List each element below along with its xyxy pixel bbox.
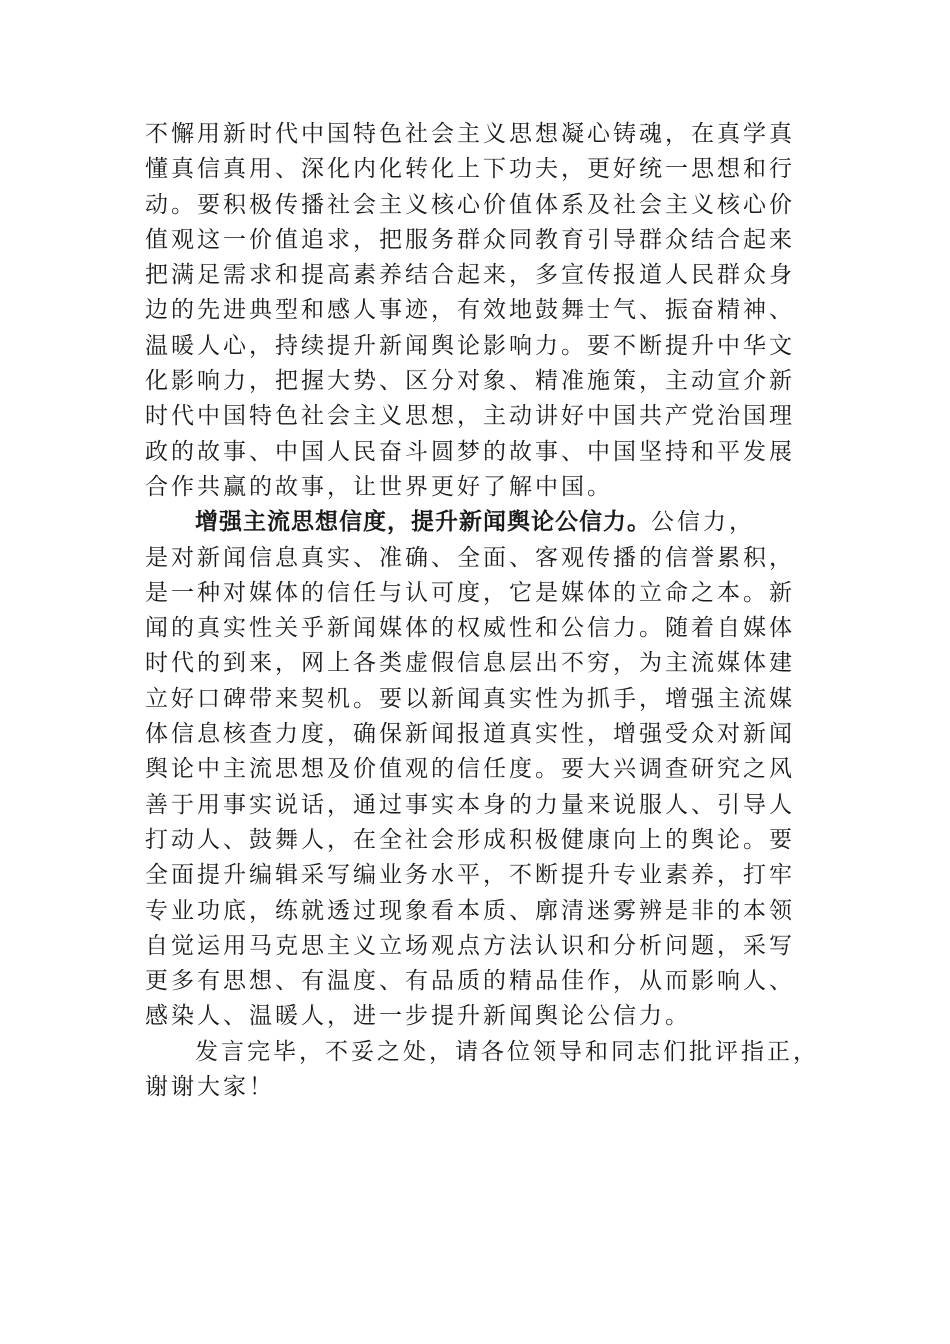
text-line: 自觉运用马克思主义立场观点方法认识和分析问题，采写 [145, 932, 795, 959]
text-line: 时代中国特色社会主义思想，主动讲好中国共产党治国理 [145, 403, 795, 430]
paragraph-2 [145, 505, 809, 1034]
paragraph-2-first-line [145, 505, 809, 540]
paragraph-1 [145, 117, 809, 505]
section-heading: 增强主流思想信度，提升新闻舆论公信力。 [195, 509, 651, 536]
text-line: 边的先进典型和感人事迹，有效地鼓舞士气、振奋精神、 [145, 297, 795, 324]
text-line: 不懈用新时代中国特色社会主义思想凝心铸魂，在真学真 [145, 121, 795, 147]
text-line: 谢谢大家！ [145, 1074, 275, 1101]
text-line: 感染人、温暖人，进一步提升新闻舆论公信力。 [145, 1003, 691, 1030]
text-line: 全面提升编辑采写编业务水平，不断提升专业素养，打牢 [145, 862, 795, 889]
text-line: 体信息核查力度，确保新闻报道真实性，增强受众对新闻 [145, 721, 795, 748]
text-line: 发言完毕，不妥之处，请各位领导和同志们批评指正， [195, 1038, 819, 1065]
text-line: 舆论中主流思想及价值观的信任度。要大兴调查研究之风 [145, 756, 795, 783]
text-line: 专业功底，练就透过现象看本质、廓清迷雾辨是非的本领 [145, 897, 795, 924]
text-line: 政的故事、中国人民奋斗圆梦的故事、中国坚持和平发展 [145, 438, 795, 465]
text-line: 闻的真实性关乎新闻媒体的权威性和公信力。随着自媒体 [145, 615, 795, 642]
text-line: 立好口碑带来契机。要以新闻真实性为抓手，增强主流媒 [145, 685, 795, 712]
text-line: 打动人、鼓舞人，在全社会形成积极健康向上的舆论。要 [145, 826, 795, 853]
text-line: 化影响力，把握大势、区分对象、精准施策，主动宣介新 [145, 368, 795, 395]
document-body [145, 117, 819, 1105]
text-line: 是一种对媒体的信任与认可度，它是媒体的立命之本。新 [145, 579, 795, 606]
text-line: 合作共赢的故事，让世界更好了解中国。 [145, 473, 613, 500]
text-line: 动。要积极传播社会主义核心价值体系及社会主义核心价 [145, 191, 795, 218]
text-line: 时代的到来，网上各类虚假信息层出不穷，为主流媒体建 [145, 650, 795, 677]
text-line: 值观这一价值追求，把服务群众同教育引导群众结合起来 [145, 226, 795, 253]
text-fragment: 公信力， [651, 509, 755, 536]
text-line: 更多有思想、有温度、有品质的精品佳作，从而影响人、 [145, 968, 795, 995]
text-line: 把满足需求和提高素养结合起来，多宣传报道人民群众身 [145, 262, 795, 289]
paragraph-3 [145, 1035, 819, 1106]
text-line: 是对新闻信息真实、准确、全面、客观传播的信誉累积， [145, 544, 795, 571]
text-line: 善于用事实说话，通过事实本身的力量来说服人、引导人 [145, 791, 795, 818]
text-line: 温暖人心，持续提升新闻舆论影响力。要不断提升中华文 [145, 332, 795, 359]
text-line: 懂真信真用、深化内化转化上下功夫，更好统一思想和行 [145, 156, 795, 183]
